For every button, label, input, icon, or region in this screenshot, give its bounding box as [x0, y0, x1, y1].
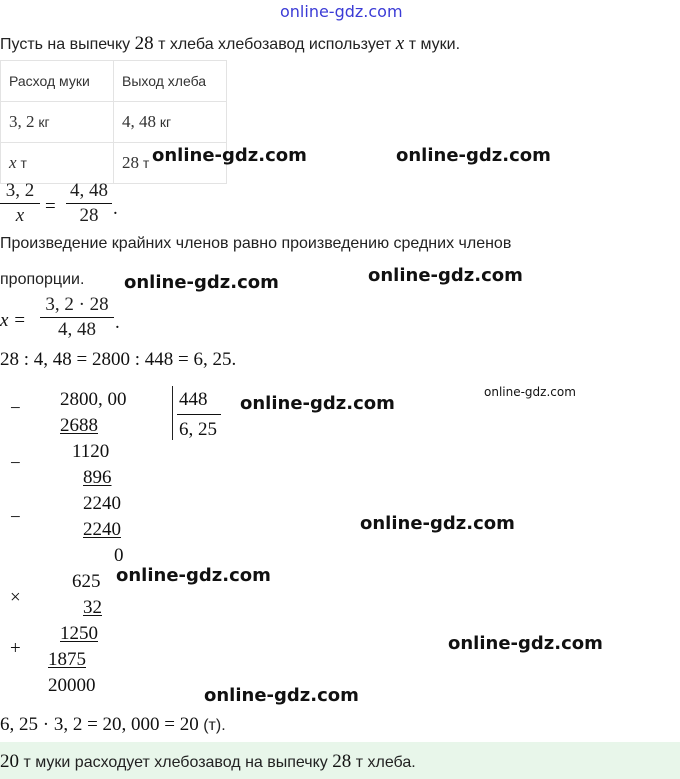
table-header-cell: Выход хлеба: [114, 61, 227, 102]
table-value: 4, 48: [122, 112, 156, 131]
division-remainder: 0: [114, 545, 124, 566]
minus-sign: −: [10, 507, 21, 528]
answer-number: 28: [332, 751, 352, 772]
table-row: [1, 102, 227, 143]
table-value: 28: [122, 153, 139, 172]
multiplier: 32: [83, 597, 102, 618]
minus-sign: −: [10, 453, 21, 474]
solution-period: .: [115, 312, 120, 333]
fraction-denominator: 28: [79, 205, 99, 226]
rule-text-line2: пропорции.: [0, 271, 85, 288]
proportion-left-fraction: [0, 180, 40, 227]
final-calc-expression: 6, 25 · 3, 2 = 20, 000 = 20: [0, 714, 199, 735]
solution-lhs: x =: [0, 310, 27, 331]
plus-sign: +: [10, 638, 21, 659]
answer-text: [0, 751, 416, 773]
fraction-numerator: 4, 48: [70, 180, 108, 201]
watermark: online-gdz.com: [360, 513, 515, 534]
division-line: 28 : 4, 48 = 2800 : 448 = 6, 25.: [0, 349, 237, 370]
table-value: x: [9, 153, 17, 172]
table-unit: т: [20, 155, 27, 171]
watermark-top: online-gdz.com: [280, 2, 403, 21]
division-step: 896: [83, 467, 112, 488]
multiplicand: 625: [72, 571, 101, 592]
watermark: online-gdz.com: [484, 385, 576, 399]
table-header-row: [1, 61, 227, 102]
quotient: 6, 25: [179, 419, 217, 440]
answer-text-mid: т муки расходует хлебозавод на выпечку: [23, 754, 328, 771]
watermark: online-gdz.com: [116, 565, 271, 586]
proportion-equals: =: [45, 196, 56, 217]
table-cell: [114, 102, 227, 143]
watermark: online-gdz.com: [204, 685, 359, 706]
watermark: online-gdz.com: [448, 633, 603, 654]
fraction-bar: [0, 203, 40, 204]
watermark: online-gdz.com: [368, 265, 523, 286]
table-cell: [1, 102, 114, 143]
intro-text-after: т муки.: [408, 36, 461, 53]
watermark: online-gdz.com: [124, 272, 279, 293]
minus-sign: −: [10, 398, 21, 419]
fraction-numerator: 3, 2: [5, 180, 35, 201]
division-step: 1120: [72, 441, 110, 462]
divisor: 448: [179, 389, 208, 410]
divisor-bar: [177, 414, 221, 415]
division-step: 2240: [83, 519, 121, 540]
table-cell: [1, 143, 114, 184]
partial-product: 1875: [48, 649, 86, 670]
table-value: 3, 2: [9, 112, 35, 131]
partial-product: 1250: [60, 623, 98, 644]
product-result: 20000: [48, 675, 96, 696]
dividend: 2800, 00: [60, 389, 127, 410]
table-unit: т: [142, 155, 150, 171]
answer-box: [0, 742, 680, 779]
division-separator: [172, 386, 173, 440]
proportion-right-fraction: [66, 180, 112, 227]
intro-variable: x: [395, 33, 405, 54]
intro-line: [0, 33, 460, 55]
table-header-cell: Расход муки: [1, 61, 114, 102]
table-unit: кг: [38, 114, 50, 130]
intro-number: 28: [134, 33, 154, 54]
division-step: 2240: [83, 493, 121, 514]
fraction-bar: [66, 203, 112, 204]
fraction-denominator: 4, 48: [58, 319, 96, 340]
fraction-denominator: x: [15, 205, 25, 226]
table-unit: кг: [159, 114, 172, 130]
watermark: online-gdz.com: [240, 393, 395, 414]
final-calc-unit: (т).: [203, 717, 226, 734]
rule-text-line1: Произведение крайних членов равно произведению средних членов: [0, 235, 512, 252]
intro-text-before: Пусть на выпечку: [0, 36, 131, 53]
fraction-bar: [40, 317, 114, 318]
intro-text-mid: т хлеба хлебозавод использует: [158, 36, 392, 53]
watermark: online-gdz.com: [152, 145, 307, 166]
proportion-period: .: [113, 198, 118, 219]
answer-number: 20: [0, 751, 19, 772]
final-calc-line: [0, 714, 226, 736]
division-step: 2688: [60, 415, 98, 436]
answer-text-after: т хлеба.: [355, 754, 416, 771]
watermark: online-gdz.com: [396, 145, 551, 166]
fraction-numerator: 3, 2 · 28: [45, 294, 109, 315]
solution-fraction: [40, 294, 114, 341]
times-sign: ×: [10, 587, 21, 608]
